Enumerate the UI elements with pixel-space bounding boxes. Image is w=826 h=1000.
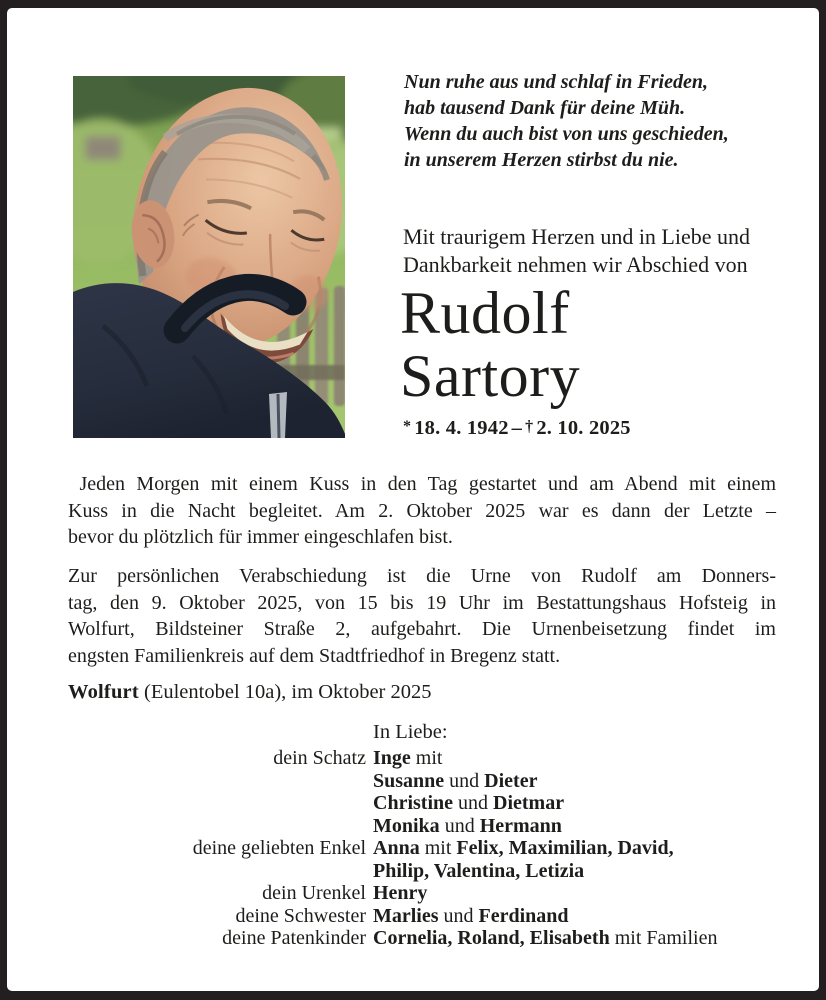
closing-rows (7, 747, 826, 950)
text-line: Dankbarkeit nehmen wir Abschied von (403, 251, 748, 277)
relation-label (7, 860, 366, 883)
closing-row (7, 770, 826, 793)
relation-label (7, 815, 366, 838)
portrait-photo (73, 76, 345, 438)
family-names: Philip, Valentina, Letizia (373, 859, 585, 882)
memorial-verse (404, 69, 729, 173)
family-names: Cornelia, Roland, Elisabeth mit Familien (373, 927, 718, 949)
family-names: Monika und Hermann (373, 814, 562, 837)
relation-label (7, 770, 366, 793)
closing-row (7, 747, 826, 770)
closing-row (7, 860, 826, 883)
place-city: Wolfurt (68, 681, 139, 703)
family-names: Susanne und Dieter (373, 769, 538, 792)
relation-label: deine Patenkinder (222, 927, 366, 949)
relation-label: deine geliebten Enkel (192, 837, 366, 859)
text-line: hab tausend Dank für deine Müh. (404, 97, 686, 119)
relation-label: deine Schwester (235, 904, 366, 927)
closing-heading: In Liebe: (373, 721, 448, 743)
deceased-name (400, 282, 580, 408)
place-date-line (68, 681, 432, 704)
death-cross-symbol: † (525, 417, 534, 435)
text-line: in unserem Herzen stirbst du nie. (404, 149, 679, 171)
family-names: Anna mit Felix, Maximilian, David, (373, 837, 674, 859)
text-line: tag, den 9. Oktober 2025, von 15 bis 19 Uhr im Bestattungshaus Hofsteig in (68, 591, 776, 614)
text-line: Kuss in die Nacht begleitet. Am 2. Oktober 2025 war es dann der Letzte – (68, 499, 776, 522)
relation-label: dein Schatz (273, 747, 366, 769)
family-names: Henry (373, 882, 428, 904)
birth-date: 18. 4. 1942 (414, 417, 509, 439)
closing-row (7, 905, 826, 928)
relation-label: dein Urenkel (262, 882, 366, 904)
family-names: Inge mit (373, 747, 443, 769)
closing-row (7, 815, 826, 838)
closing-row (7, 927, 826, 950)
text-line: bevor du plötzlich für immer eingeschlafen bist. (68, 526, 453, 548)
date-separator: – (511, 417, 523, 439)
birth-star-symbol: * (403, 417, 412, 435)
life-dates (403, 417, 634, 440)
death-date: 2. 10. 2025 (536, 417, 631, 439)
obituary-paragraph-1 (68, 471, 776, 551)
relation-label (7, 792, 366, 815)
family-names: Marlies und Ferdinand (373, 904, 569, 927)
obituary-card (7, 8, 819, 991)
text-line: Mit traurigem Herzen und in Liebe und (403, 224, 751, 249)
smiling-man-portrait-illustration (73, 76, 345, 438)
text-line: Jeden Morgen mit einem Kuss in den Tag gestartet und am Abend mit einem (68, 473, 776, 495)
text-line: Nun ruhe aus und schlaf in Frieden, (404, 71, 708, 93)
farewell-intro (403, 223, 750, 278)
place-rest: (Eulentobel 10a), im Oktober 2025 (138, 681, 432, 703)
text-line: Wenn du auch bist von uns geschieden, (404, 123, 729, 145)
closing-row (7, 792, 826, 815)
family-names: Christine und Dietmar (373, 792, 565, 814)
text-line: engsten Familienkreis auf dem Stadtfriedhof in Bregenz statt. (68, 644, 561, 667)
deceased-first-name: Rudolf (400, 280, 570, 346)
text-line: Zur persönlichen Verabschiedung ist die Urne von Rudolf am Donners- (68, 565, 776, 587)
closing-row (7, 837, 826, 860)
closing-row (7, 882, 826, 905)
obituary-paragraph-2 (68, 563, 776, 669)
text-line: Wolfurt, Bildsteiner Straße 2, aufgebahrt. Die Urnenbeisetzung findet im (68, 618, 776, 640)
deceased-last-name: Sartory (400, 343, 581, 409)
